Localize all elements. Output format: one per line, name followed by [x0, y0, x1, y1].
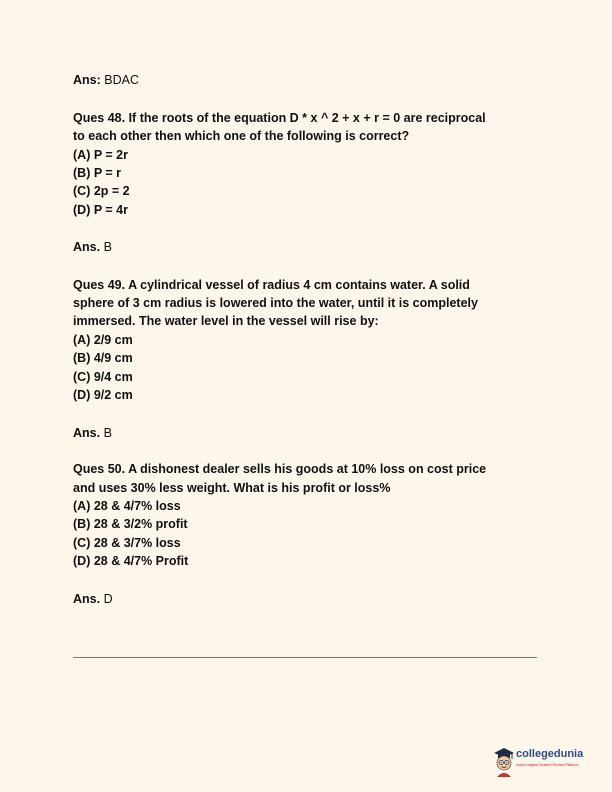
q49-option-c: (C) 9/4 cm: [73, 370, 133, 384]
q49-line-1: Ques 49. A cylindrical vessel of radius 4 cm contains water. A solid: [73, 278, 470, 292]
prev-answer: [73, 71, 139, 89]
q49-option-a: (A) 2/9 cm: [73, 333, 133, 347]
q48-option-a: (A) P = 2r: [73, 148, 128, 162]
q49-option-b: (B) 4/9 cm: [73, 351, 133, 365]
collegedunia-logo: [492, 744, 598, 778]
q48-option-c: (C) 2p = 2: [73, 184, 130, 198]
q49-answer: [73, 424, 112, 442]
q50-line-1: Ques 50. A dishonest dealer sells his goods at 10% loss on cost price: [73, 462, 487, 476]
mascot-icon: [492, 744, 516, 778]
q50-option-d: (D) 28 & 4/7% Profit: [73, 554, 189, 568]
q50-option-c: (C) 28 & 3/7% loss: [73, 536, 181, 550]
q49-answer-label: Ans.: [73, 426, 101, 440]
prev-answer-label: Ans:: [73, 73, 101, 87]
q48-option-d: (D) P = 4r: [73, 203, 128, 217]
q48-answer-label: Ans.: [73, 240, 101, 254]
logo-tagline: India's largest Student Review Platform: [516, 763, 579, 767]
logo-wordmark: collegedunia: [516, 748, 584, 760]
q49-line-3: immersed. The water level in the vessel will rise by:: [73, 314, 379, 328]
footer-divider: [73, 657, 537, 658]
q49-answer-value: B: [103, 426, 112, 440]
prev-answer-value: BDAC: [104, 73, 139, 87]
q50-option-a: (A) 28 & 4/7% loss: [73, 499, 181, 513]
q48-option-b: (B) P = r: [73, 166, 122, 180]
q48-line-2: to each other then which one of the following is correct?: [73, 129, 410, 143]
q48-answer: [73, 238, 112, 256]
q49-line-2: sphere of 3 cm radius is lowered into the water, until it is completely: [73, 296, 478, 310]
q50-answer: [73, 590, 113, 608]
q50-line-2: and uses 30% less weight. What is his profit or loss%: [73, 481, 391, 495]
q50-answer-label: Ans.: [73, 592, 101, 606]
q48-line-1: Ques 48. If the roots of the equation D * x ^ 2 + x + r = 0 are reciprocal: [73, 111, 486, 125]
q49-option-d: (D) 9/2 cm: [73, 388, 133, 402]
q48-answer-value: B: [103, 240, 112, 254]
q50-answer-value: D: [103, 592, 113, 606]
q50-option-b: (B) 28 & 3/2% profit: [73, 517, 188, 531]
